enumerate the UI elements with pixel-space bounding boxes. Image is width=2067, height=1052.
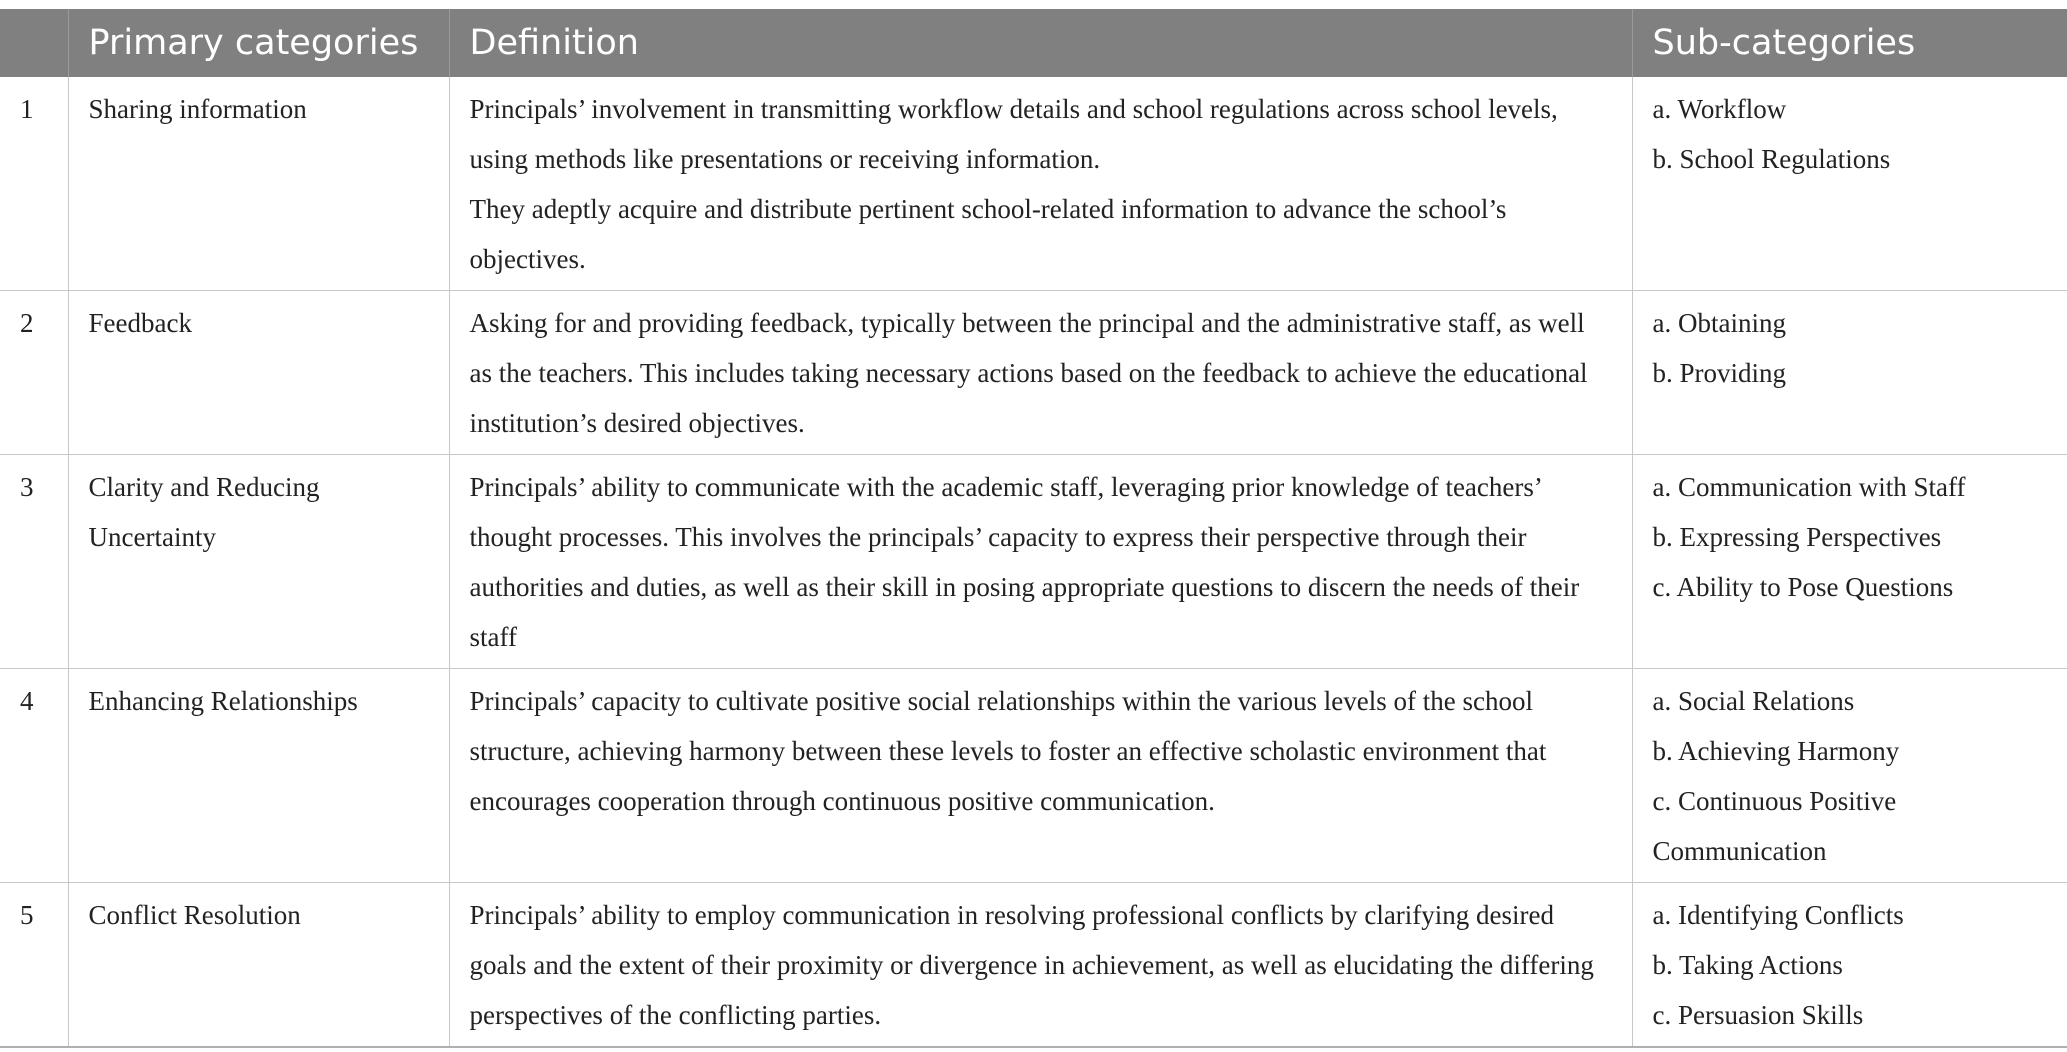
sub-category-item: a. Identifying Conflicts <box>1652 900 1904 930</box>
sub-category-item: b. School Regulations <box>1652 144 1891 174</box>
sub-category-item: b. Providing <box>1652 358 1787 388</box>
sub-category-item: a. Social Relations <box>1652 686 1855 716</box>
table-row <box>0 455 2067 669</box>
row-number: 3 <box>0 455 68 669</box>
definition-cell <box>449 669 1632 883</box>
row-number: 5 <box>0 883 68 1048</box>
row-number: 4 <box>0 669 68 883</box>
definition-paragraph: Principals’ ability to communicate with the academic staff, leveraging prior knowledge of teachers’ thought processes. This involves the principals’ capacity to express their perspective through their authorities and duties, as well as their skill in posing appropriate questions to discern the needs of their staff <box>469 472 1580 652</box>
sub-category-item: c. Ability to Pose Questions <box>1652 572 1954 602</box>
sub-category-item: c. Persuasion Skills <box>1652 1000 1864 1030</box>
definition-paragraph: Asking for and providing feedback, typically between the principal and the administrative staff, as well as the teachers. This includes taking necessary actions based on the feedback to achieve the educational institution’s desired objectives. <box>469 308 1588 438</box>
table-body <box>0 77 2067 1047</box>
primary-category: Sharing information <box>68 77 449 291</box>
definition-cell <box>449 883 1632 1048</box>
table-row <box>0 883 2067 1048</box>
table-row <box>0 77 2067 291</box>
sub-category-item: b. Expressing Perspectives <box>1652 522 1942 552</box>
header-sub-categories: Sub-categories <box>1632 9 2067 77</box>
definition-paragraph: They adeptly acquire and distribute pertinent school-related information to advance the school’s objectives. <box>469 194 1507 274</box>
sub-categories-cell <box>1632 455 2067 669</box>
header-row <box>0 9 2067 77</box>
primary-category: Enhancing Relationships <box>68 669 449 883</box>
definition-paragraph: Principals’ involvement in transmitting workflow details and school regulations across school levels, using methods like presentations or receiving information. <box>469 94 1558 174</box>
table-row <box>0 291 2067 455</box>
primary-category: Clarity and Reducing Uncertainty <box>68 455 449 669</box>
definition-cell <box>449 77 1632 291</box>
sub-categories-cell <box>1632 291 2067 455</box>
row-number: 1 <box>0 77 68 291</box>
primary-category: Conflict Resolution <box>68 883 449 1048</box>
row-number: 2 <box>0 291 68 455</box>
sub-category-item: a. Obtaining <box>1652 308 1786 338</box>
table-row <box>0 669 2067 883</box>
categories-table <box>0 9 2067 1048</box>
definition-cell <box>449 455 1632 669</box>
sub-category-item: c. Continuous Positive Communication <box>1652 786 1897 866</box>
primary-category: Feedback <box>68 291 449 455</box>
header-number <box>0 9 68 77</box>
header-primary-categories: Primary categories <box>68 9 449 77</box>
definition-cell <box>449 291 1632 455</box>
sub-category-item: a. Workflow <box>1652 94 1787 124</box>
sub-categories-cell <box>1632 669 2067 883</box>
sub-category-item: b. Taking Actions <box>1652 950 1843 980</box>
table-header <box>0 9 2067 77</box>
header-definition: Definition <box>449 9 1632 77</box>
sub-category-item: b. Achieving Harmony <box>1652 736 1900 766</box>
sub-category-item: a. Communication with Staff <box>1652 472 1966 502</box>
sub-categories-cell <box>1632 883 2067 1048</box>
definition-paragraph: Principals’ capacity to cultivate positive social relationships within the various levels of the school structure, achieving harmony between these levels to foster an effective scholastic environment that encourages cooperation through continuous positive communication. <box>469 686 1547 816</box>
definition-paragraph: Principals’ ability to employ communication in resolving professional conflicts by clarifying desired goals and the extent of their proximity or divergence in achievement, as well as elucidating the differing perspectives of the conflicting parties. <box>469 900 1594 1030</box>
sub-categories-cell <box>1632 77 2067 291</box>
